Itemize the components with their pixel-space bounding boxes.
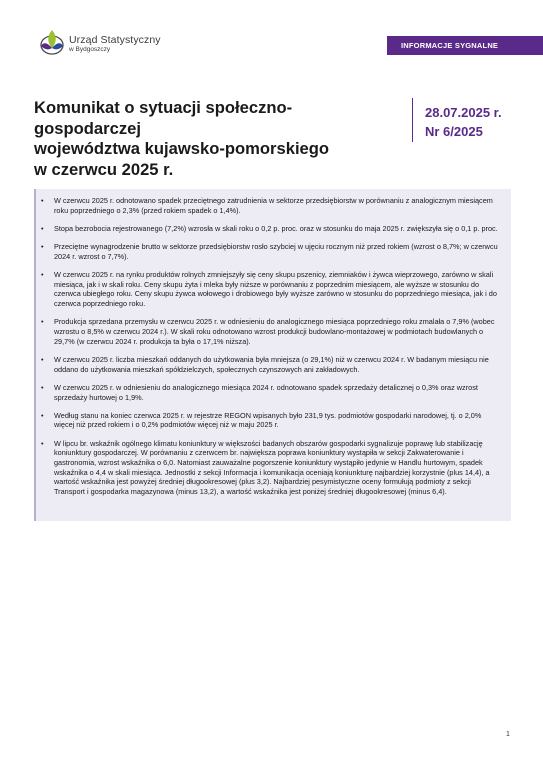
highlight-text: W czerwcu 2025 r. odnotowano spadek przeciętnego zatrudnienia w sektorze przedsiębiorstw w porównaniu z analogicznym miesiącem roku poprzedniego o 2,3% (przed rokiem spadek o 1,4%). (54, 196, 493, 215)
release-date: 28.07.2025 r. (425, 105, 502, 120)
highlight-item (34, 411, 511, 430)
highlight-text: W czerwcu 2025 r. na rynku produktów rolnych zmniejszyły się ceny skupu pszenicy, ziemniaków i żywca wieprzowego, zarówno w skali miesiąca, jak i w skali roku. Ceny skupu żyta i mleka były niższe w porównaniu z poprzednim miesiącem, ale wyższe w stosunku do czerwca ubiegłego roku. Ceny skupu żywca wołowego i drobiowego były wyższe zarówno w stosunku do poprzedniego miesiąca, jak i do czerwca poprzedniego roku. (54, 270, 497, 309)
section-tag: INFORMACJE SYGNALNE (387, 36, 543, 55)
bullet-icon: • (41, 196, 44, 205)
highlight-text: Według stanu na koniec czerwca 2025 r. w rejestrze REGON wpisanych było 231,9 tys. podmiotów gospodarki narodowej, tj. o 2,0% więcej niż przed rokiem i o 0,2% podmiotów więcej niż w maju 2025 r. (54, 410, 482, 430)
bullet-icon: • (41, 438, 44, 448)
highlight-item (34, 224, 511, 234)
title-line: Komunikat o sytuacji społeczno-gospodarczej (34, 98, 293, 138)
page-title (34, 98, 389, 180)
highlight-item (34, 270, 511, 309)
page-number: 1 (506, 731, 510, 738)
release-number: Nr 6/2025 (425, 124, 483, 139)
bullet-icon: • (41, 242, 44, 252)
highlight-text: W czerwcu 2025 r. w odniesieniu do analogicznego miesiąca 2024 r. odnotowano spadek sprzedaży detalicznej o 0,3% oraz wzrost sprzedaży hurtowej o 1,9%. (54, 382, 478, 402)
highlights-list (34, 196, 511, 505)
highlight-item (34, 355, 511, 374)
highlight-text: Stopa bezrobocia rejestrowanego (7,2%) wzrosła w skali roku o 0,2 p. proc. oraz w stosunku do maja 2025 r. zwiększyła się o 0,1 p. proc. (54, 223, 498, 233)
highlight-item (34, 242, 511, 261)
logo (39, 28, 189, 64)
release-meta (425, 103, 502, 141)
logo-icon (39, 28, 65, 58)
highlight-text: W lipcu br. wskaźnik ogólnego klimatu koniunktury w większości badanych obszarów gospodarki sygnalizuje poprawę lub stabilizację koniunktury gospodarczej. W porównaniu z czerwcem br. największa poprawa koniunktury wystąpiła w sekcji Zakwaterowanie i gastronomia, wzrost wskaźnika o 6,0. Natomiast zauważalne pogorszenie koniunktury wystąpiło jedynie w Handlu hurtowym, spadek wskaźnika o 4,4 w skali miesiąca. Jednostki z sekcji Informacja i komunikacja oceniają koniunkturę najbardziej korzystnie (plus 14,4), a wartość wskaźnika jest powyżej średniej długookresowej (plus 3,2). Najbardziej pesymistyczne oceny formułują podmioty z sekcji Transport i gospodarka magazynowa (minus 13,2), a wartość wskaźnika jest poniżej średniej długookresowej (minus 6,4). (54, 438, 490, 497)
title-line: w czerwcu 2025 r. (34, 159, 174, 179)
title-line: województwa kujawsko-pomorskiego (34, 139, 330, 158)
bullet-icon: • (41, 317, 44, 327)
bullet-icon: • (41, 270, 44, 280)
bullet-icon: • (41, 410, 44, 420)
highlight-item (34, 317, 511, 346)
logo-title: Urząd Statystyczny (69, 34, 161, 46)
highlight-item (34, 196, 511, 215)
highlight-text: W czerwcu 2025 r. liczba mieszkań oddanych do użytkowania była mniejsza (o 29,1%) niż w czerwcu 2024 r. W badanym miesiącu nie oddano do użytkowania mieszkań spółdzielczych, społecznych czynszowych ani zakładowych. (54, 354, 489, 374)
highlight-text: Produkcja sprzedana przemysłu w czerwcu 2025 r. w odniesieniu do analogicznego miesiąca poprzedniego roku zmalała o 7,9% (wobec wzrostu o 8,5% w czerwcu 2024 r.). W skali roku odnotowano wzrost produkcji budowlano-montażowej w podmiotach budowlanych o 29,7% (w czerwcu 2024 r. produkcja ta była o 17,1% niższa). (54, 317, 495, 346)
highlight-text: Przeciętne wynagrodzenie brutto w sektorze przedsiębiorstw rosło szybciej w ujęciu rocznym niż przed rokiem (wzrost o 8,7%; w czerwcu 2024 r. wzrost o 7,7%). (54, 242, 498, 261)
bullet-icon: • (41, 354, 44, 364)
bullet-icon: • (41, 223, 44, 233)
highlight-item (34, 383, 511, 402)
highlight-item (34, 439, 511, 497)
title-divider (412, 98, 413, 142)
bullet-icon: • (41, 382, 44, 392)
logo-subtitle: w Bydgoszczy (69, 46, 111, 53)
